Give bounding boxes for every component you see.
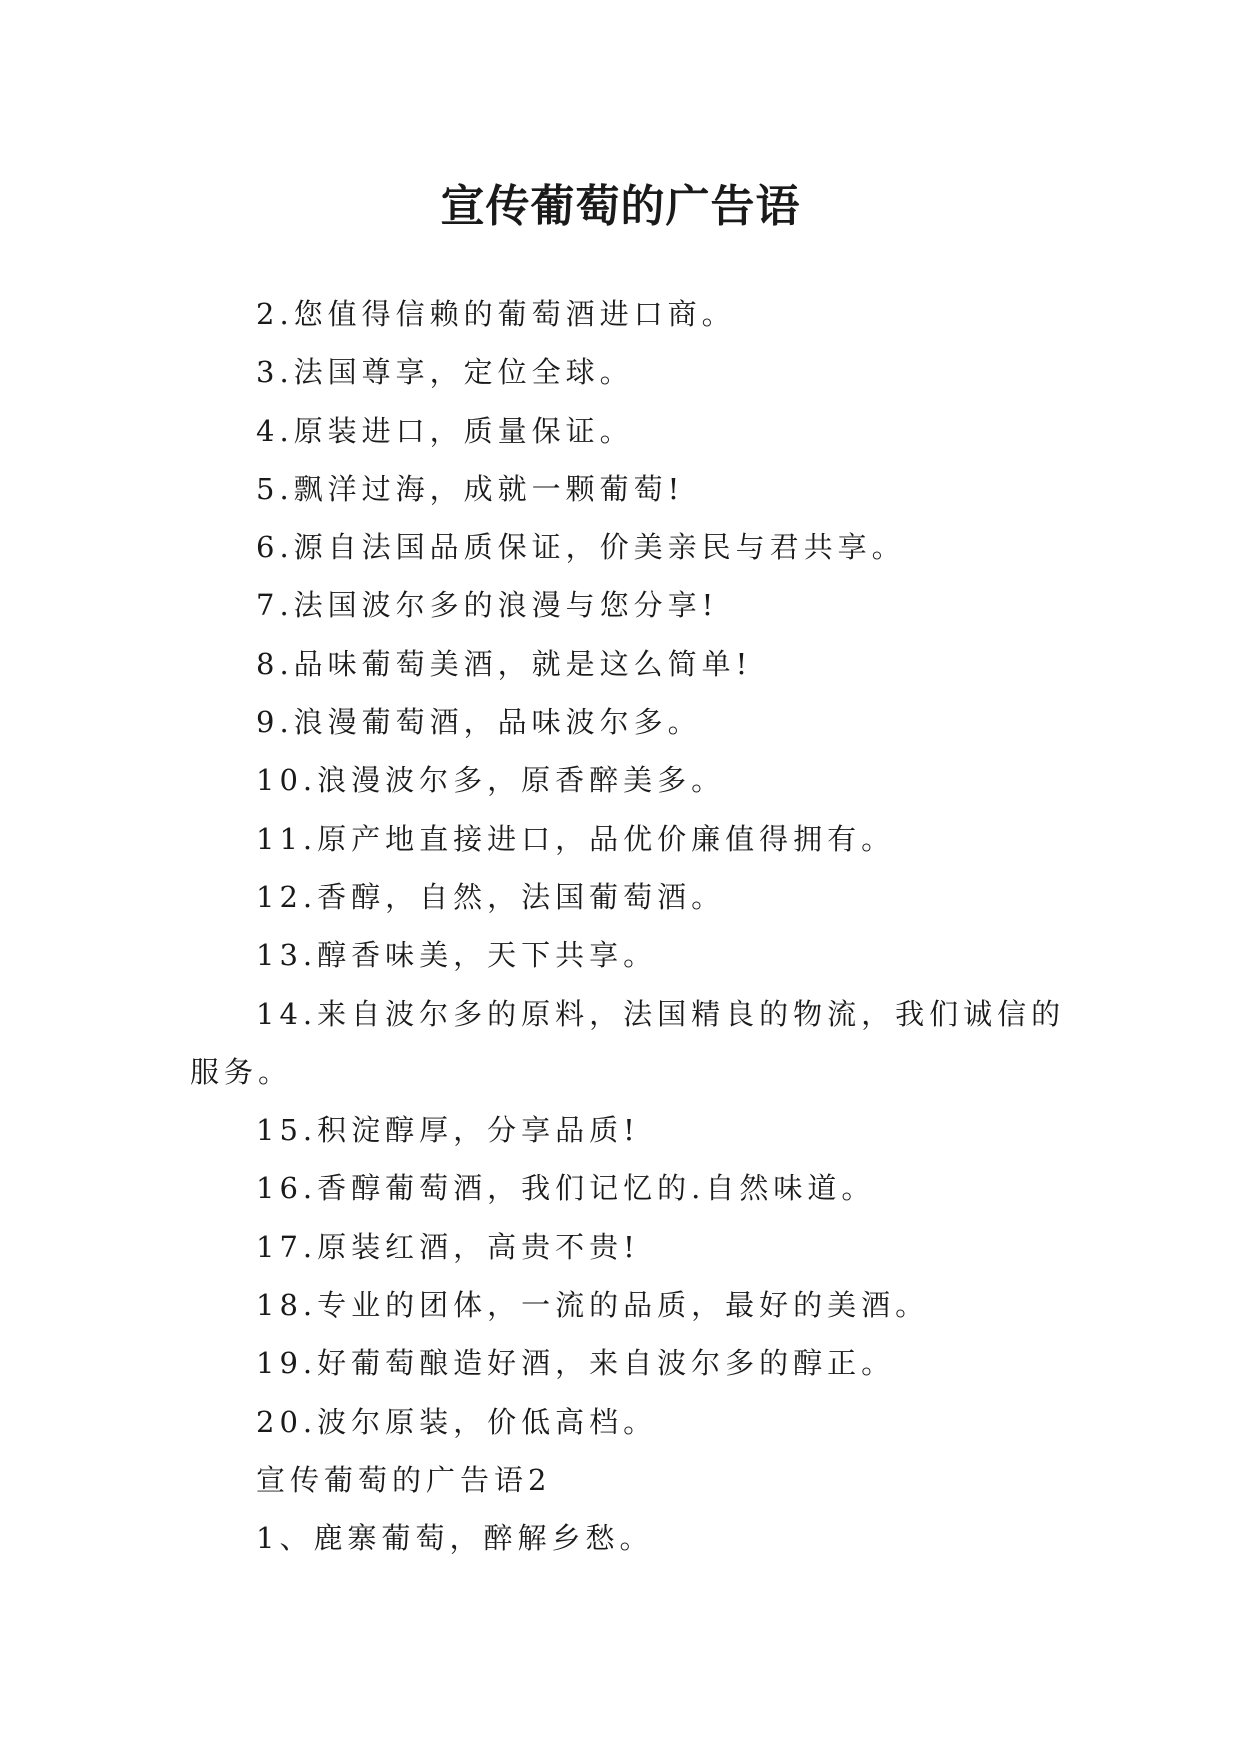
paragraph: 17.原装红酒，高贵不贵! (256, 1229, 640, 1264)
paragraph: 18.专业的团体，一流的品质，最好的美酒。 (256, 1288, 930, 1323)
section-heading: 宣传葡萄的广告语2 (256, 1462, 552, 1497)
paragraph: 12.香醇，自然，法国葡萄酒。 (256, 879, 726, 914)
paragraph: 15.积淀醇厚，分享品质! (256, 1113, 640, 1148)
paragraph: 19.好葡萄酿造好酒，来自波尔多的醇正。 (256, 1346, 896, 1381)
paragraph: 5.飘洋过海，成就一颗葡萄! (256, 471, 685, 506)
paragraph: 10.浪漫波尔多，原香醉美多。 (256, 763, 726, 798)
paragraph: 9.浪漫葡萄酒，品味波尔多。 (256, 705, 702, 740)
document-body (190, 285, 1070, 1568)
document-title: 宣传葡萄的广告语 (440, 181, 801, 233)
paragraph: 11.原产地直接进口，品优价廉值得拥有。 (256, 821, 896, 856)
paragraph: 20.波尔原装，价低高档。 (256, 1404, 658, 1439)
paragraph: 8.品味葡萄美酒，就是这么简单! (256, 646, 753, 681)
paragraph: 6.源自法国品质保证，价美亲民与君共享。 (256, 530, 906, 565)
paragraph: 7.法国波尔多的浪漫与您分享! (256, 588, 719, 623)
paragraph: 14.来自波尔多的原料，法国精良的物流，我们诚信的服务。 (190, 996, 1066, 1089)
paragraph: 16.香醇葡萄酒，我们记忆的.自然味道。 (256, 1171, 876, 1206)
paragraph: 4.原装进口，质量保证。 (256, 413, 634, 448)
paragraph: 1、鹿寨葡萄，醉解乡愁。 (256, 1521, 654, 1556)
paragraph: 2.您值得信赖的葡萄酒进口商。 (256, 297, 736, 331)
paragraph: 13.醇香味美，天下共享。 (256, 938, 658, 973)
paragraph: 3.法国尊享，定位全球。 (256, 355, 634, 390)
